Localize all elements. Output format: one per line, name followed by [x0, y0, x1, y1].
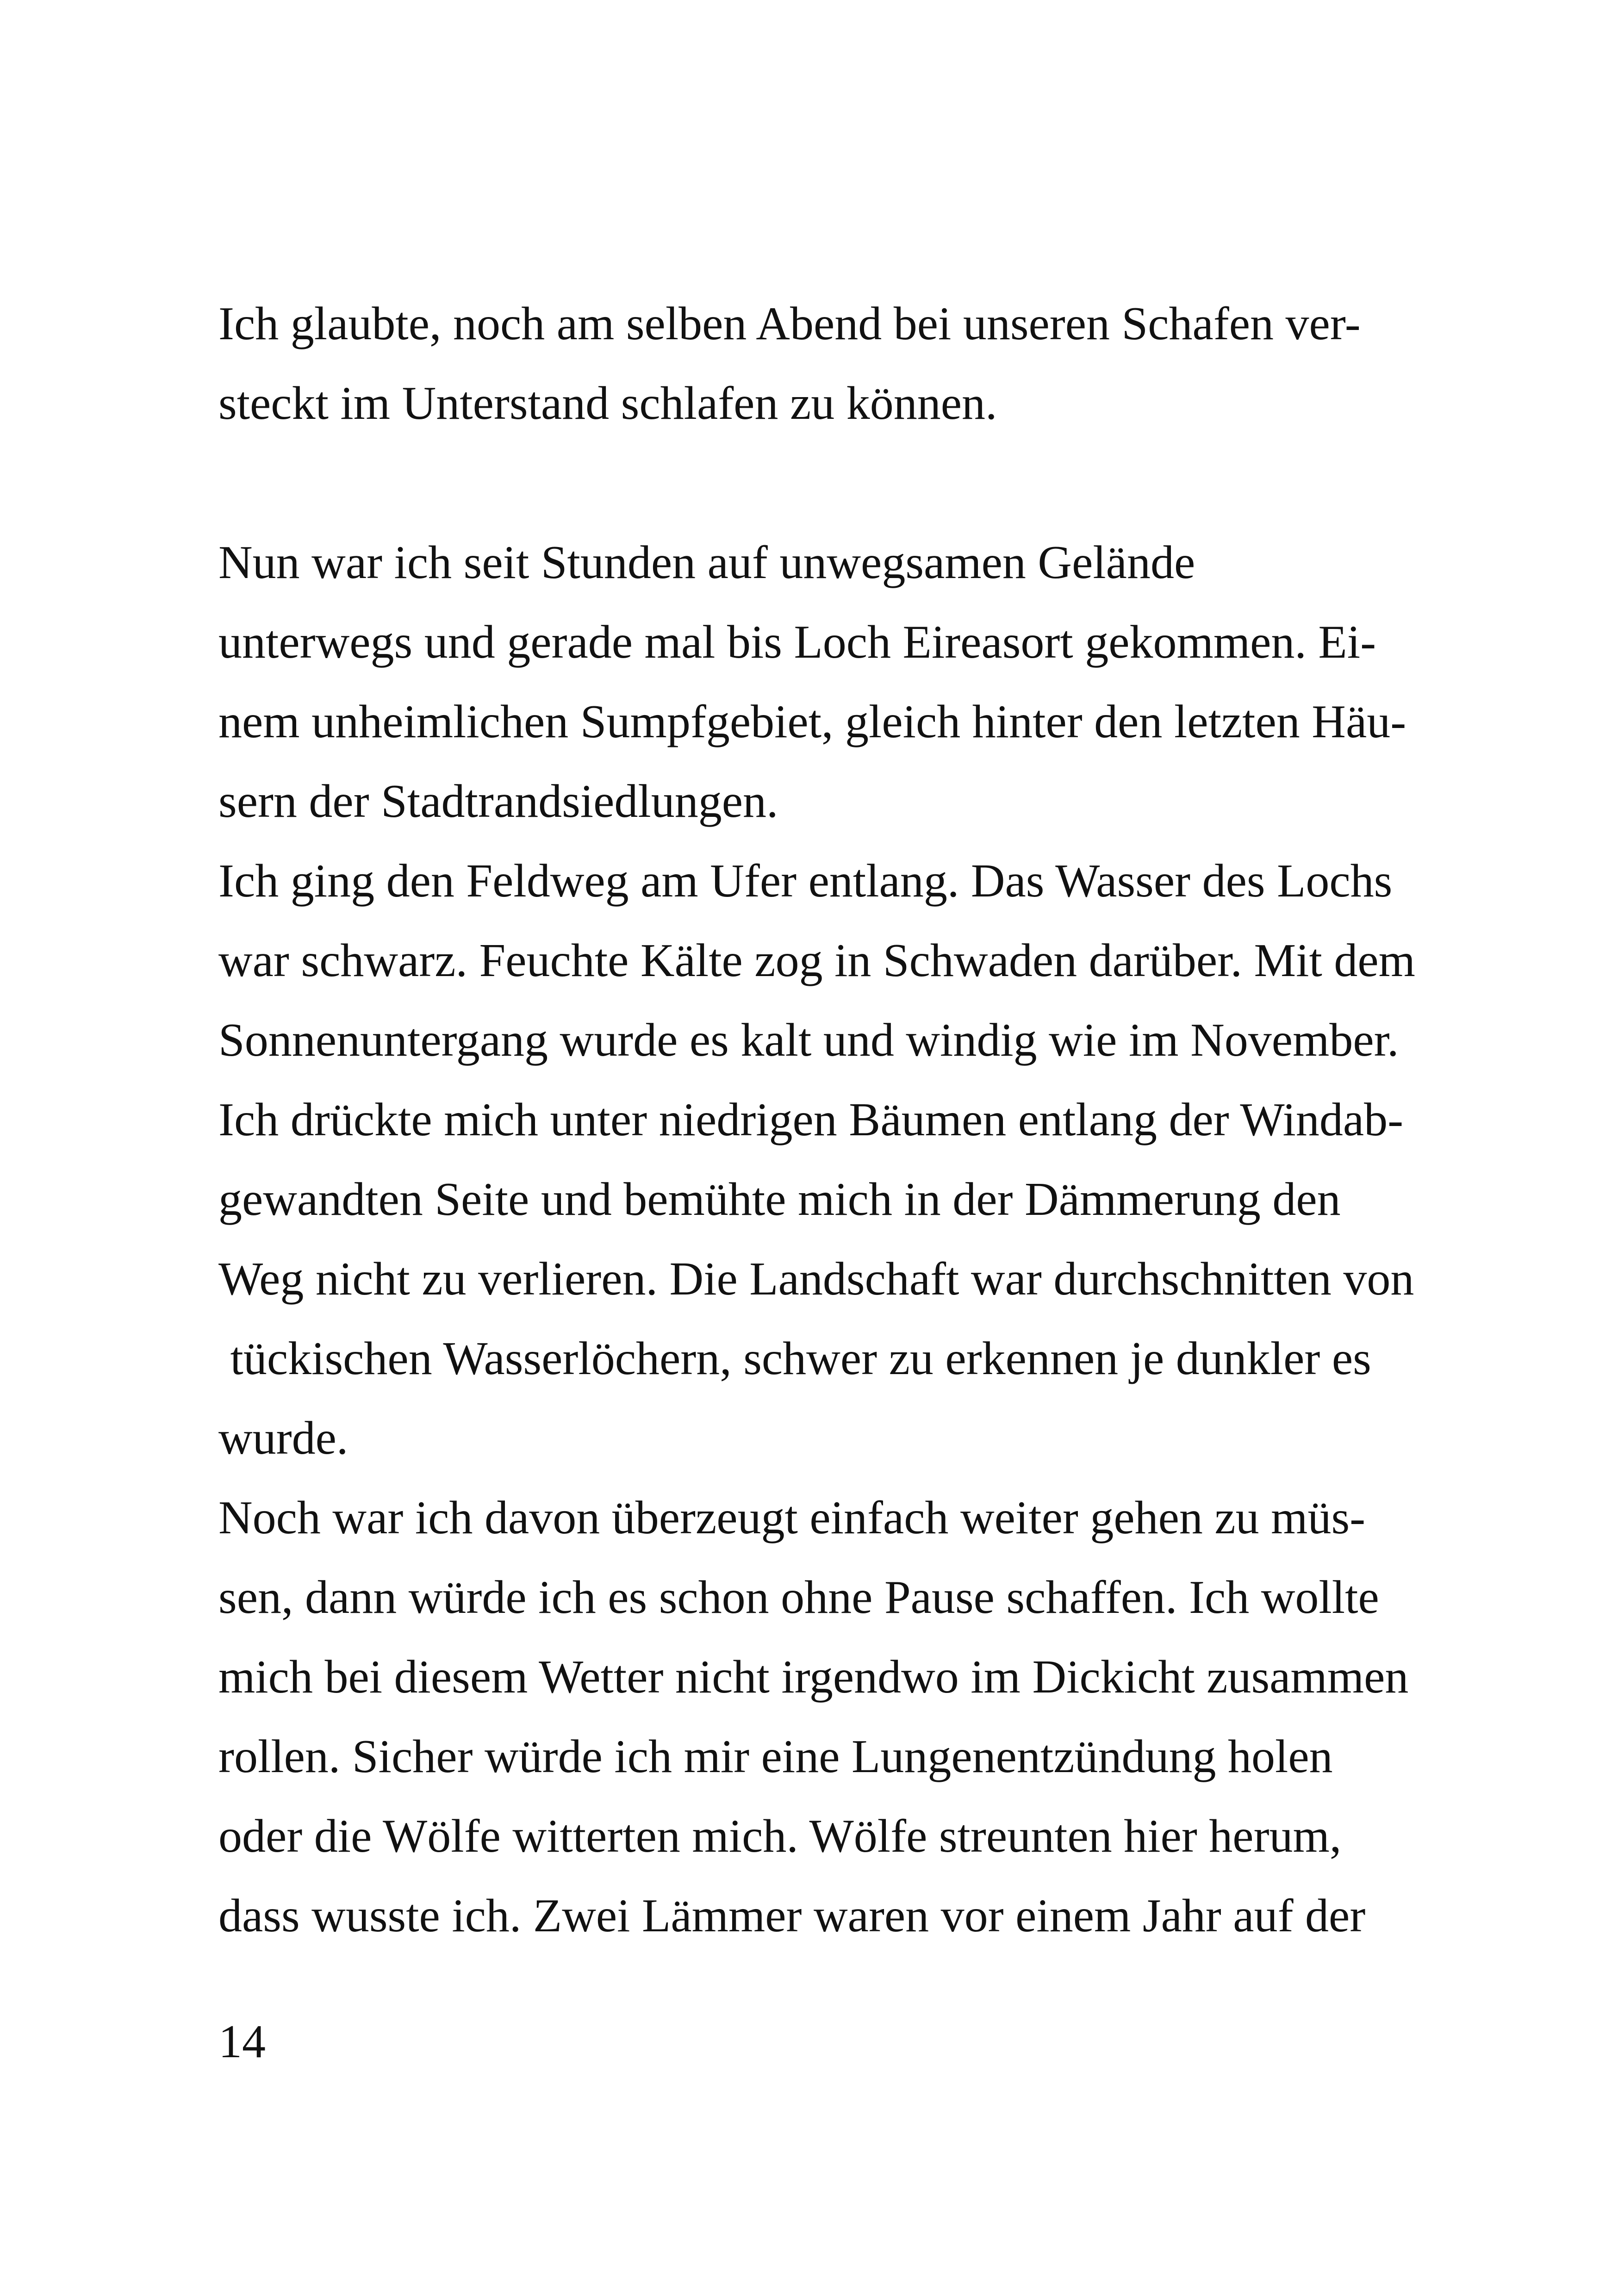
text-line: Noch war ich davon überzeugt einfach weiter gehen zu müs- — [218, 1492, 1366, 1544]
text-line: nem unheimlichen Sumpfgebiet, gleich hinter den letzten Häu- — [218, 696, 1406, 748]
text-line: mich bei diesem Wetter nicht irgendwo im Dickicht zusammen — [218, 1651, 1409, 1703]
text-line: Weg nicht zu verlieren. Die Landschaft war durchschnitten von — [218, 1253, 1414, 1305]
page-number: 14 — [218, 2016, 266, 2068]
text-line: sern der Stadtrandsiedlungen. — [218, 775, 778, 828]
text-line: wurde. — [218, 1412, 348, 1464]
text-line: tückischen Wasserlöchern, schwer zu erkennen je dunkler es — [218, 1332, 1371, 1385]
text-line: Nun war ich seit Stunden auf unwegsamen Gelände — [218, 536, 1195, 589]
text-line: rollen. Sicher würde ich mir eine Lungenentzündung holen — [218, 1730, 1333, 1783]
text-line: war schwarz. Feuchte Kälte zog in Schwaden darüber. Mit dem — [218, 934, 1415, 987]
text-line: Ich ging den Feldweg am Ufer entlang. Das Wasser des Lochs — [218, 855, 1393, 907]
text-line: Ich glaubte, noch am selben Abend bei unseren Schafen ver- — [218, 298, 1361, 350]
text-line: oder die Wölfe witterten mich. Wölfe streunten hier herum, — [218, 1810, 1342, 1862]
text-line: gewandten Seite und bemühte mich in der Dämmerung den — [218, 1173, 1341, 1226]
text-line: steckt im Unterstand schlafen zu können. — [218, 377, 997, 429]
text-line: sen, dann würde ich es schon ohne Pause schaffen. Ich wollte — [218, 1571, 1379, 1624]
text-line: Ich drückte mich unter niedrigen Bäumen entlang der Windab- — [218, 1094, 1404, 1146]
text-line: dass wusste ich. Zwei Lämmer waren vor einem Jahr auf der — [218, 1890, 1366, 1942]
text-line: Sonnenuntergang wurde es kalt und windig wie im November. — [218, 1014, 1399, 1066]
text-line: unterwegs und gerade mal bis Loch Eireasort gekommen. Ei- — [218, 616, 1376, 668]
